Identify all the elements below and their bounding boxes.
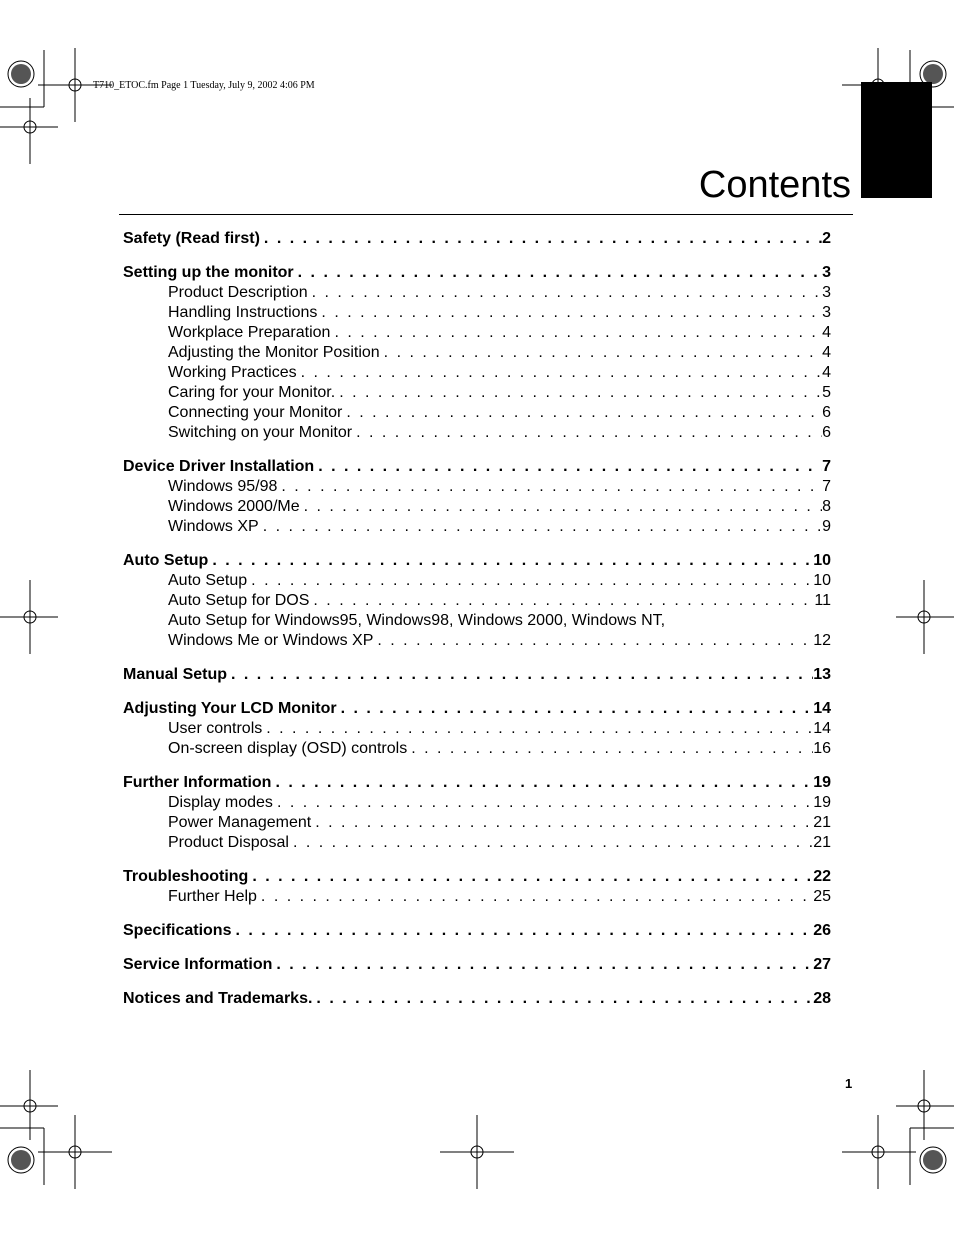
toc-section-entry[interactable] xyxy=(123,956,831,976)
toc-subsection-entry[interactable] xyxy=(123,304,831,324)
toc-subsection-entry[interactable] xyxy=(123,834,831,854)
toc-entry-title: Safety (Read first) xyxy=(123,230,260,247)
dot-leader xyxy=(273,794,813,812)
toc-entry-page: 10 xyxy=(813,552,831,569)
toc-section-entry[interactable] xyxy=(123,264,831,284)
toc-entry-page: 10 xyxy=(813,572,831,589)
toc-subsection-entry[interactable] xyxy=(123,740,831,760)
toc-entry-page: 6 xyxy=(822,404,831,421)
toc-entry-page: 4 xyxy=(822,344,831,361)
toc-entry-page: 3 xyxy=(822,284,831,301)
toc-entry-page: 7 xyxy=(822,458,831,475)
toc-section-entry[interactable] xyxy=(123,230,831,250)
toc-entry-title: Notices and Trademarks. xyxy=(123,990,313,1007)
page-title: Contents xyxy=(698,164,851,206)
toc-section-entry[interactable] xyxy=(123,990,831,1010)
toc-entry-title: User controls xyxy=(168,720,263,737)
toc-entry-title: Working Practices xyxy=(168,364,297,381)
dot-leader xyxy=(312,990,813,1008)
toc-subsection-entry[interactable] xyxy=(123,284,831,304)
toc-entry-page: 12 xyxy=(813,632,831,649)
toc-entry-page: 21 xyxy=(813,814,831,831)
toc-entry-page: 9 xyxy=(822,518,831,535)
toc-entry-title: Windows XP xyxy=(168,518,259,535)
toc-entry-title: Auto Setup for Windows95, Windows98, Windows 2000, Windows NT, xyxy=(168,612,666,629)
toc-entry-page: 3 xyxy=(822,264,831,281)
toc-entry-page: 27 xyxy=(813,956,831,973)
page-number: 1 xyxy=(845,1076,853,1091)
toc-subsection-entry[interactable] xyxy=(123,324,831,344)
toc-entry-page: 11 xyxy=(814,592,831,609)
toc-entry-title: Auto Setup for DOS xyxy=(168,592,310,609)
toc-section-entry[interactable] xyxy=(123,868,831,888)
toc-section-entry[interactable] xyxy=(123,666,831,686)
toc-entry-page: 25 xyxy=(813,888,831,905)
table-of-contents xyxy=(123,230,831,1010)
dot-leader xyxy=(208,552,813,570)
toc-entry-page: 7 xyxy=(822,478,831,495)
toc-entry-title: Workplace Preparation xyxy=(168,324,331,341)
toc-entry-page: 22 xyxy=(813,868,831,885)
toc-subsection-entry[interactable] xyxy=(123,720,831,740)
title-rule xyxy=(119,214,853,215)
toc-subsection-entry[interactable] xyxy=(123,424,831,444)
dot-leader xyxy=(227,666,813,684)
dot-leader xyxy=(373,632,813,650)
toc-entry-page: 28 xyxy=(813,990,831,1007)
dot-leader xyxy=(289,834,813,852)
toc-entry-page: 3 xyxy=(822,304,831,321)
toc-entry-title: Power Management xyxy=(168,814,312,831)
dot-leader xyxy=(248,868,813,886)
toc-entry-title: Handling Instructions xyxy=(168,304,318,321)
toc-subsection-entry[interactable] xyxy=(123,572,831,592)
toc-section-entry[interactable] xyxy=(123,552,831,572)
dot-leader xyxy=(272,956,813,974)
toc-entry-title: On-screen display (OSD) controls xyxy=(168,740,408,757)
toc-section-entry[interactable] xyxy=(123,922,831,942)
toc-entry-title: Product Disposal xyxy=(168,834,289,851)
toc-entry-title: Product Description xyxy=(168,284,308,301)
dot-leader xyxy=(314,458,822,476)
toc-subsection-entry[interactable] xyxy=(123,794,831,814)
toc-entry-title: Adjusting Your LCD Monitor xyxy=(123,700,337,717)
toc-subsection-entry[interactable] xyxy=(123,592,831,612)
toc-entry-title: Auto Setup xyxy=(168,572,248,589)
toc-subsection-entry[interactable] xyxy=(123,404,831,424)
toc-entry-title: Switching on your Monitor xyxy=(168,424,353,441)
dot-leader xyxy=(407,740,813,758)
toc-entry-page: 2 xyxy=(822,230,831,247)
toc-entry-page: 6 xyxy=(822,424,831,441)
toc-section-entry[interactable] xyxy=(123,774,831,794)
dot-leader xyxy=(259,518,822,536)
dot-leader xyxy=(257,888,813,906)
toc-entry-title: Caring for your Monitor. xyxy=(168,384,336,401)
language-tab-label: ENGLISH xyxy=(869,205,885,268)
toc-subsection-entry[interactable] xyxy=(123,364,831,384)
toc-entry-title: Connecting your Monitor xyxy=(168,404,343,421)
toc-entry-title: Setting up the monitor xyxy=(123,264,294,281)
dot-leader xyxy=(311,814,813,832)
toc-entry-title: Auto Setup xyxy=(123,552,209,569)
toc-subsection-entry[interactable] xyxy=(123,518,831,538)
dot-leader xyxy=(380,344,822,362)
dot-leader xyxy=(294,264,822,282)
dot-leader xyxy=(335,384,822,402)
dot-leader xyxy=(317,304,822,322)
toc-entry-page: 19 xyxy=(813,794,831,811)
dot-leader xyxy=(247,572,813,590)
toc-subsection-entry[interactable] xyxy=(123,478,831,498)
toc-entry-page: 14 xyxy=(813,720,831,737)
dot-leader xyxy=(337,700,814,718)
toc-entry-title: Troubleshooting xyxy=(123,868,249,885)
toc-entry-page: 19 xyxy=(813,774,831,791)
dot-leader xyxy=(277,478,822,496)
toc-subsection-entry[interactable] xyxy=(123,632,831,652)
dot-leader xyxy=(330,324,822,342)
toc-entry-page: 4 xyxy=(822,364,831,381)
language-tab xyxy=(861,82,932,268)
toc-entry-page: 21 xyxy=(813,834,831,851)
toc-entry-title: Windows 95/98 xyxy=(168,478,278,495)
dot-leader xyxy=(297,364,822,382)
toc-subsection-entry[interactable] xyxy=(123,344,831,364)
dot-leader xyxy=(262,720,813,738)
toc-subsection-entry[interactable] xyxy=(123,814,831,834)
toc-section-entry[interactable] xyxy=(123,700,831,720)
toc-section-entry[interactable] xyxy=(123,458,831,478)
dot-leader xyxy=(271,774,813,792)
toc-entry-title: Manual Setup xyxy=(123,666,228,683)
toc-subsection-entry[interactable] xyxy=(123,612,831,632)
dot-leader xyxy=(309,592,814,610)
dot-leader xyxy=(342,404,822,422)
toc-entry-page: 16 xyxy=(813,740,831,757)
toc-entry-title: Display modes xyxy=(168,794,273,811)
toc-entry-page: 14 xyxy=(813,700,831,717)
toc-entry-title: Windows 2000/Me xyxy=(168,498,300,515)
dot-leader xyxy=(231,922,813,940)
dot-leader xyxy=(300,498,822,516)
toc-entry-title: Device Driver Installation xyxy=(123,458,315,475)
toc-entry-page: 5 xyxy=(822,384,831,401)
toc-subsection-entry[interactable] xyxy=(123,888,831,908)
toc-entry-title: Windows Me or Windows XP xyxy=(168,632,374,649)
toc-subsection-entry[interactable] xyxy=(123,498,831,518)
toc-entry-page: 8 xyxy=(822,498,831,515)
toc-entry-title: Specifications xyxy=(123,922,232,939)
toc-entry-page: 4 xyxy=(822,324,831,341)
file-header-line: T710_ETOC.fm Page 1 Tuesday, July 9, 2002 4:06 PM xyxy=(93,80,315,91)
dot-leader xyxy=(260,230,822,248)
dot-leader xyxy=(352,424,822,442)
toc-entry-page: 26 xyxy=(813,922,831,939)
toc-entry-title: Further Information xyxy=(123,774,272,791)
toc-entry-title: Adjusting the Monitor Position xyxy=(168,344,380,361)
toc-entry-title: Service Information xyxy=(123,956,273,973)
toc-subsection-entry[interactable] xyxy=(123,384,831,404)
dot-leader xyxy=(308,284,822,302)
toc-entry-title: Further Help xyxy=(168,888,257,905)
toc-entry-page: 13 xyxy=(813,666,831,683)
